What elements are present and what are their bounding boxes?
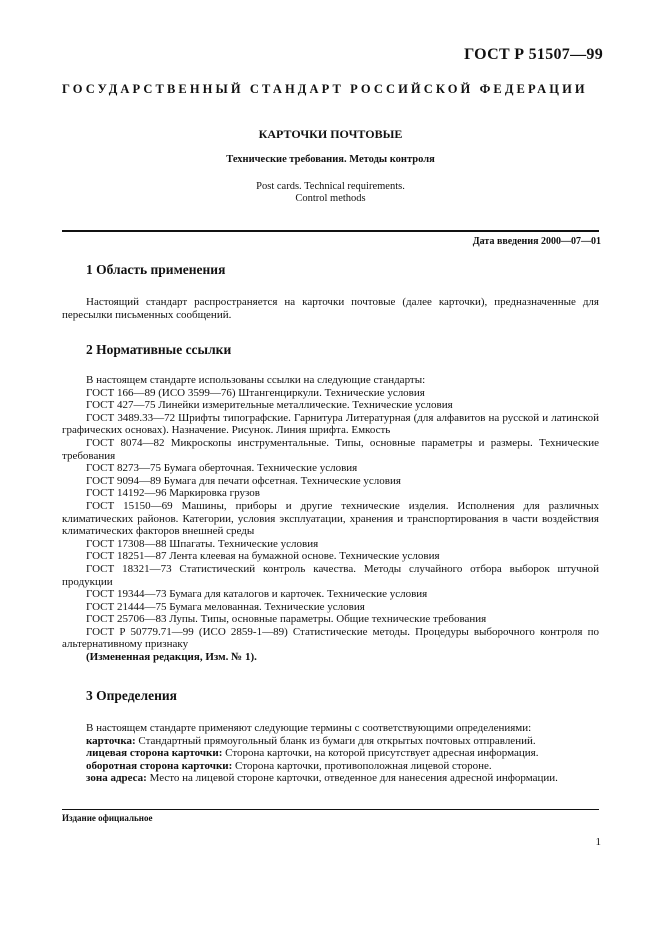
reference-item: ГОСТ 427—75 Линейки измерительные металлические. Технические условия [86, 399, 453, 412]
definition-item [62, 735, 599, 748]
introduction-date: Дата введения 2000—07—01 [472, 236, 601, 247]
section-2-body [62, 374, 599, 664]
reference-item: ГОСТ 21444—75 Бумага мелованная. Технические условия [86, 600, 365, 613]
document-subtitle: Технические требования. Методы контроля [226, 154, 435, 165]
amendment-note: (Измененная редакция, Изм. № 1). [86, 651, 257, 664]
reference-item: ГОСТ 3489.33—72 Шрифты типографские. Гарнитура Литературная (для алфавитов на русской и латинской графических основах). Назначение. Рисунок. Линия шрифта. Емкость [62, 411, 599, 437]
reference-item: ГОСТ 19344—73 Бумага для каталогов и карточек. Технические условия [86, 588, 428, 601]
english-title-line-1: Post cards. Technical requirements. [256, 181, 405, 192]
english-title-line-2: Control methods [295, 193, 366, 204]
definition-item [62, 747, 599, 760]
definition-item [62, 760, 599, 773]
section-1-body [62, 296, 599, 321]
definition-term: оборотная сторона карточки: [86, 759, 233, 772]
definition-item [62, 772, 599, 785]
reference-item: ГОСТ 25706—83 Лупы. Типы, основные параметры. Общие технические требования [86, 613, 487, 626]
reference-item: ГОСТ 8273—75 Бумага оберточная. Технические условия [86, 462, 358, 475]
footer-divider [62, 809, 599, 810]
reference-item: ГОСТ 14192—96 Маркировка грузов [86, 487, 260, 500]
section-2-intro: В настоящем стандарте использованы ссылки на следующие стандарты: [86, 374, 426, 386]
document-title: КАРТОЧКИ ПОЧТОВЫЕ [258, 127, 403, 141]
page-number: 1 [595, 836, 601, 848]
section-2-heading: 2 Нормативные ссылки [86, 342, 232, 357]
section-3-heading: 3 Определения [86, 688, 177, 703]
reference-item: ГОСТ 18251—87 Лента клеевая на бумажной основе. Технические условия [86, 550, 440, 563]
definition-term: зона адреса: [86, 772, 147, 785]
section-3-intro: В настоящем стандарте применяют следующие термины с соответствующими определениями: [86, 722, 532, 734]
definition-term: карточка: [86, 734, 136, 747]
definition-text: Сторона карточки, противоположная лицевой стороне. [232, 759, 492, 772]
section-1-heading: 1 Область применения [86, 262, 226, 277]
reference-item: ГОСТ 166—89 (ИСО 3599—76) Штангенциркули. Технические условия [86, 386, 425, 399]
reference-item: ГОСТ 18321—73 Статистический контроль качества. Методы случайного отбора выборок штучной продукции [62, 562, 599, 588]
header-divider [62, 230, 599, 232]
reference-item: ГОСТ 9094—89 Бумага для печати офсетная. Технические условия [86, 474, 401, 487]
document-code: ГОСТ Р 51507—99 [464, 46, 603, 63]
definition-text: Место на лицевой стороне карточки, отведенное для нанесения адресной информации. [146, 772, 558, 785]
reference-item: ГОСТ Р 50779.71—99 (ИСО 2859-1—89) Статистические методы. Процедуры выборочного контроля по альтернативному признаку [62, 625, 599, 651]
definition-text: Сторона карточки, на которой присутствует адресная информация. [222, 747, 539, 760]
official-edition-note: Издание официальное [62, 813, 153, 823]
reference-item: ГОСТ 15150—69 Машины, приборы и другие технические изделия. Исполнения для различных климатических районов. Категории, условия эксплуатации, хранения и транспортирования в части воздействия климатических факторов внешней среды [62, 499, 599, 538]
english-title [0, 181, 661, 205]
definition-term: лицевая сторона карточки: [86, 747, 223, 760]
reference-item: ГОСТ 8074—82 Микроскопы инструментальные. Типы, основные параметры и размеры. Технические требования [62, 436, 599, 462]
section-1-paragraph: Настоящий стандарт распространяется на карточки почтовые (далее карточки), предназначенные для пересылки письменных сообщений. [62, 296, 599, 321]
state-standard-header: ГОСУДАРСТВЕННЫЙ СТАНДАРТ РОССИЙСКОЙ ФЕДЕРАЦИИ [62, 82, 588, 96]
reference-item: ГОСТ 17308—88 Шпагаты. Технические условия [86, 537, 319, 550]
definition-text: Стандартный прямоугольный бланк из бумаги для открытых почтовых отправлений. [135, 734, 536, 747]
section-3-body [62, 722, 599, 785]
